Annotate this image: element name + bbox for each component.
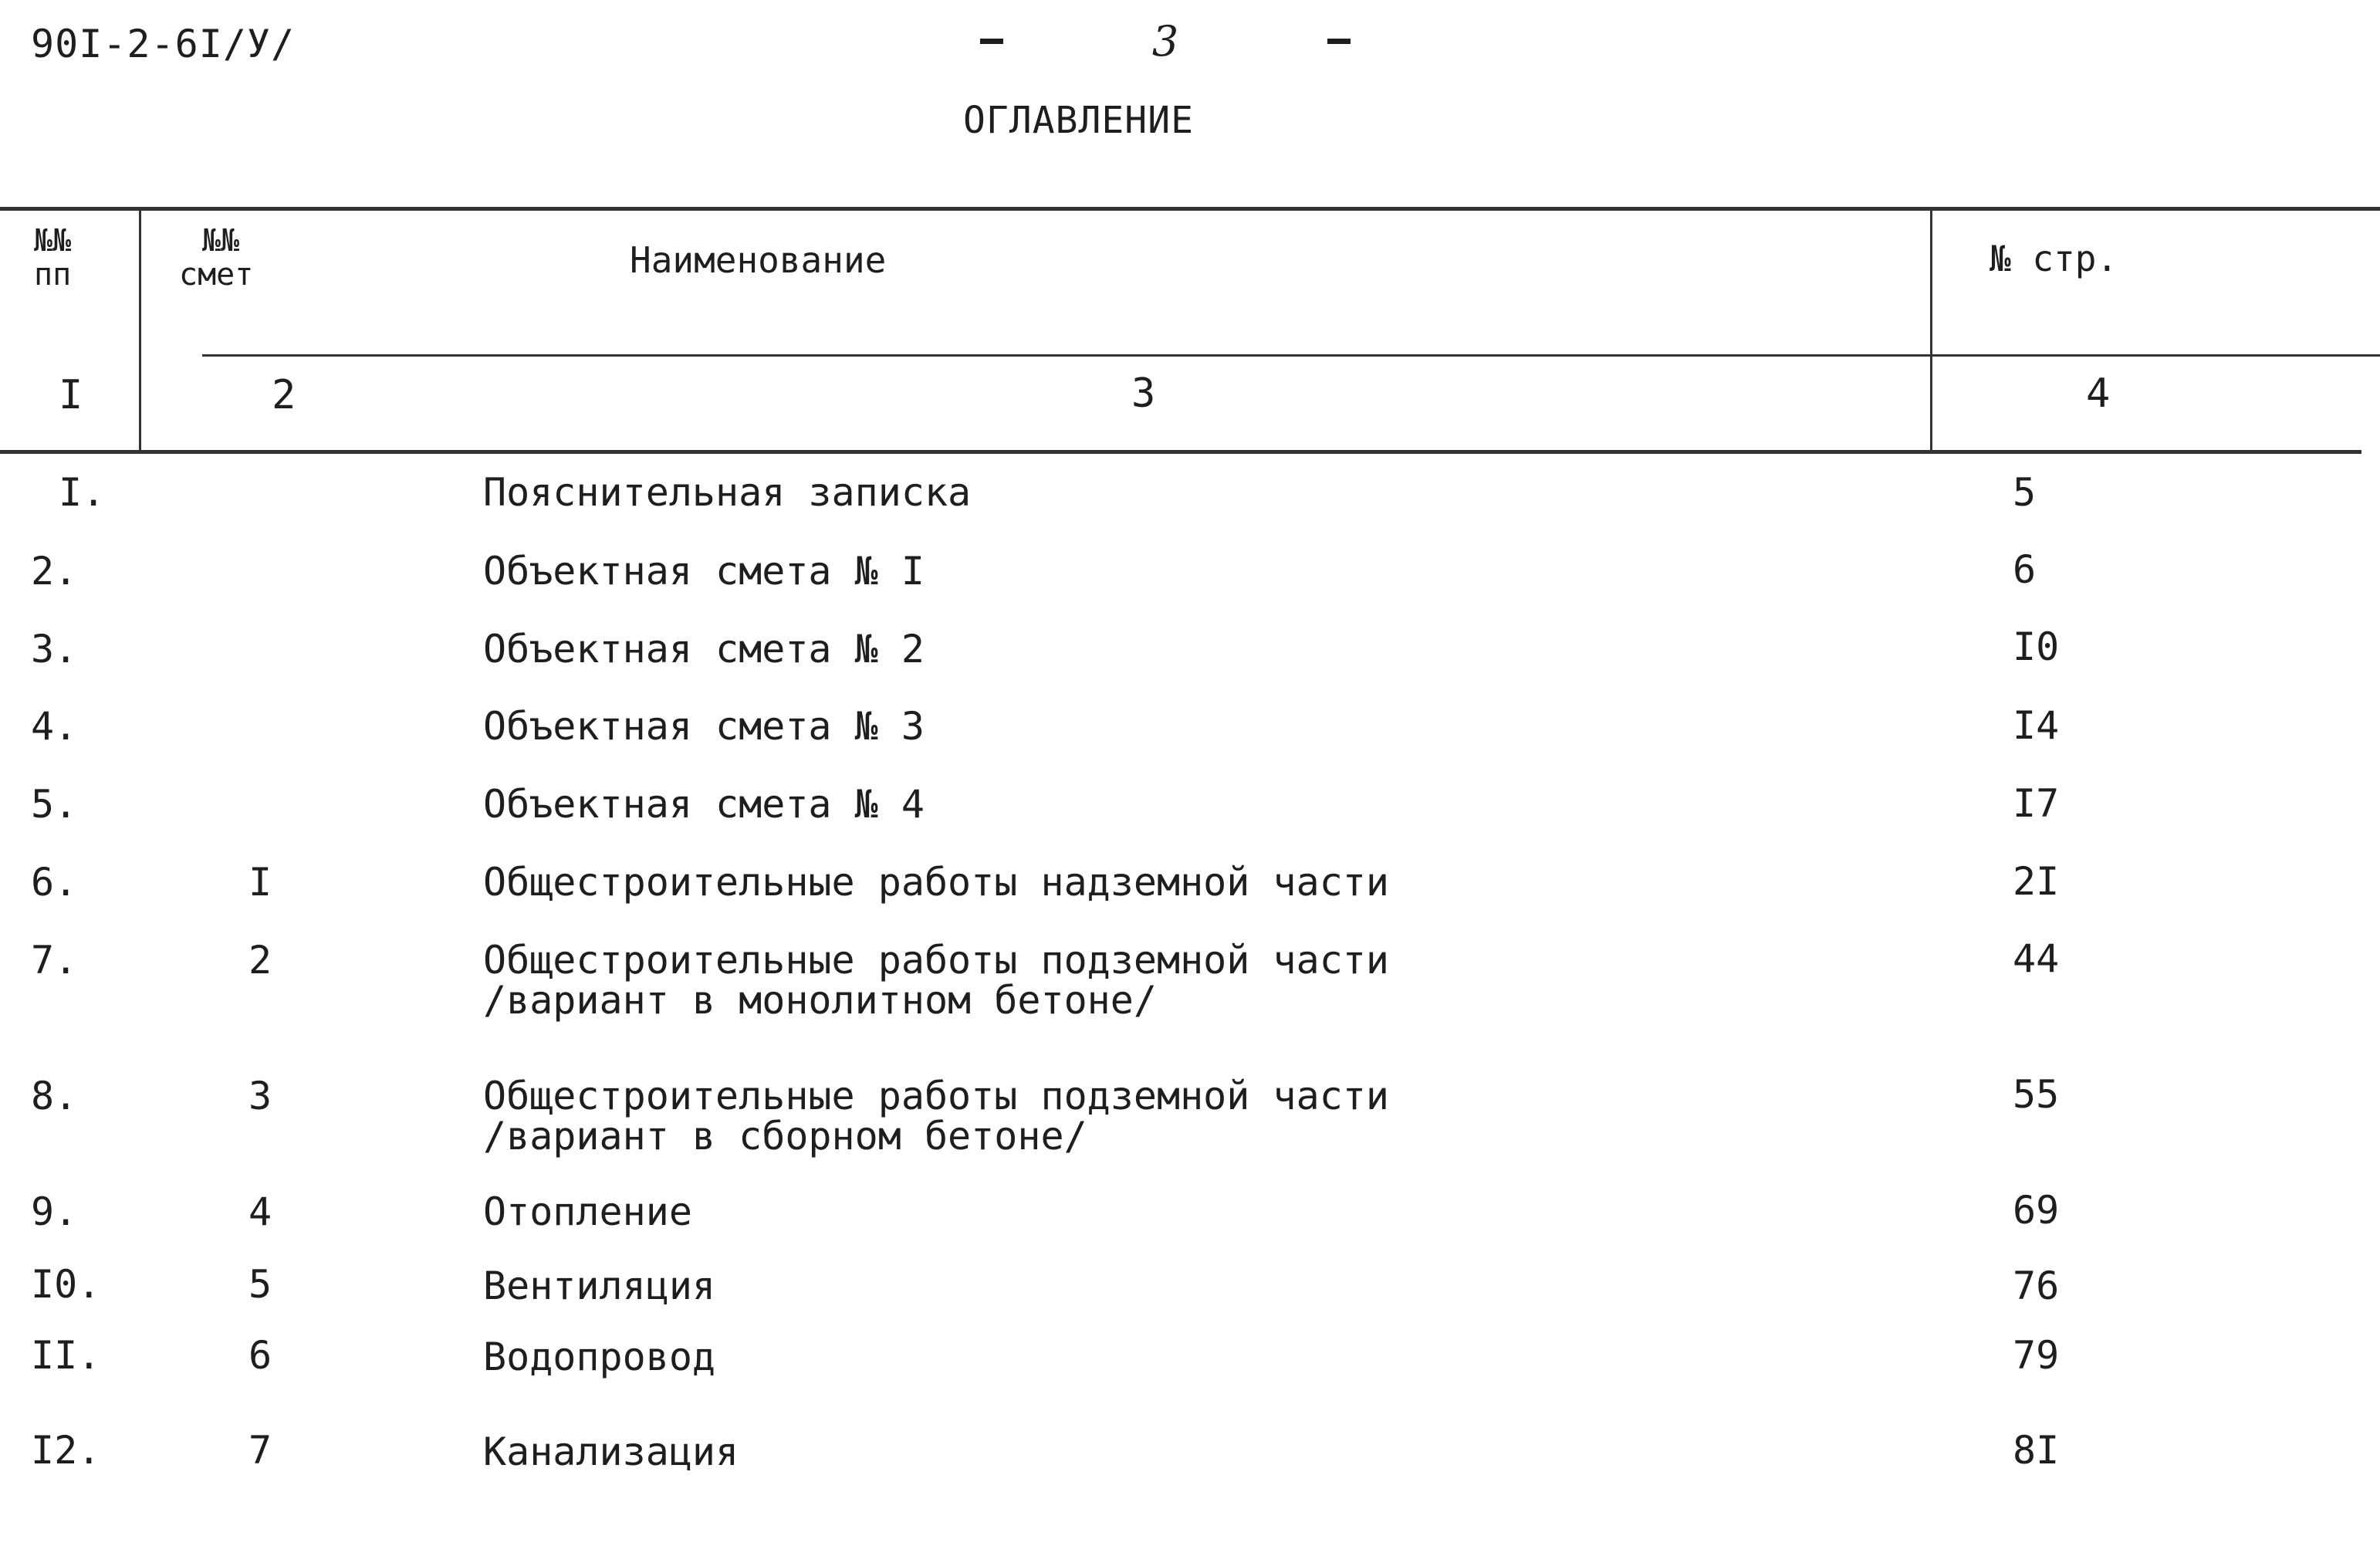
row-6-smeta: I — [248, 860, 272, 905]
dash-right — [1327, 39, 1351, 44]
column-divider-1 — [139, 211, 141, 450]
header-smet-line1: №№ — [202, 223, 240, 259]
row-11-page: 79 — [2013, 1333, 2060, 1378]
row-1-page: 5 — [2013, 470, 2037, 515]
row-7-name-line2: /вариант в монолитном бетоне/ — [483, 978, 1157, 1023]
table-top-rule — [0, 207, 2380, 211]
row-11-name: Водопровод — [483, 1335, 716, 1379]
row-4-name: Объектная смета № 3 — [483, 704, 925, 749]
column-divider-3 — [1930, 211, 1932, 450]
header-pp — [34, 224, 71, 292]
row-3-page: I0 — [2013, 624, 2060, 669]
column-number-1: I — [59, 372, 83, 418]
row-3-pp: 3. — [31, 627, 78, 672]
row-12-pp: I2. — [31, 1428, 101, 1473]
column-number-3: 3 — [1131, 370, 1156, 417]
header-bottom-rule — [0, 450, 2361, 454]
row-8-page: 55 — [2013, 1072, 2060, 1117]
row-8-name-line1: Общестроительные работы подземной части — [483, 1074, 1389, 1118]
row-10-page: 76 — [2013, 1264, 2060, 1308]
row-9-page: 69 — [2013, 1188, 2060, 1233]
row-9-pp: 9. — [31, 1189, 78, 1234]
header-name: Наименование — [630, 239, 887, 281]
page-number — [980, 17, 1351, 66]
row-7-name — [483, 938, 1389, 1023]
row-4-pp: 4. — [31, 704, 78, 749]
row-5-name: Объектная смета № 4 — [483, 782, 925, 827]
column-number-2: 2 — [272, 372, 296, 418]
row-7-pp: 7. — [31, 938, 78, 983]
row-12-page: 8I — [2013, 1428, 2060, 1473]
row-4-page: I4 — [2013, 703, 2060, 748]
row-7-smeta: 2 — [248, 938, 272, 983]
row-11-smeta: 6 — [248, 1333, 272, 1378]
header-pp-line1: №№ — [34, 223, 72, 259]
row-6-pp: 6. — [31, 860, 78, 905]
column-number-4: 4 — [2086, 370, 2111, 417]
row-8-name — [483, 1074, 1389, 1159]
page-number-value: 3 — [1151, 17, 1179, 66]
dash-left — [980, 39, 1003, 44]
row-2-name: Объектная смета № I — [483, 549, 925, 594]
row-2-pp: 2. — [31, 549, 78, 594]
header-page: № стр. — [1990, 238, 2118, 279]
row-11-pp: II. — [31, 1333, 101, 1378]
document-title: ОГЛАВЛЕНИЕ — [963, 99, 1194, 142]
row-6-page: 2I — [2013, 859, 2060, 904]
row-10-pp: I0. — [31, 1262, 101, 1307]
row-8-name-line2: /вариант в сборном бетоне/ — [483, 1114, 1087, 1159]
document-code: 90I-2-6I/У/ — [31, 22, 296, 66]
column-number-rule — [202, 354, 2380, 357]
row-9-name: Отопление — [483, 1189, 692, 1234]
header-smet-line2: смет — [179, 257, 254, 293]
row-10-smeta: 5 — [248, 1262, 272, 1307]
row-10-name: Вентиляция — [483, 1264, 716, 1308]
row-12-smeta: 7 — [248, 1428, 272, 1473]
row-3-name: Объектная смета № 2 — [483, 627, 925, 672]
row-12-name: Канализация — [483, 1429, 739, 1474]
row-5-page: I7 — [2013, 781, 2060, 826]
header-smet — [179, 224, 253, 292]
row-8-smeta: 3 — [248, 1074, 272, 1118]
row-1-name: Пояснительная записка — [483, 470, 972, 515]
row-2-page: 6 — [2013, 547, 2037, 592]
row-6-name: Общестроительные работы надземной части — [483, 860, 1389, 905]
row-1-pp: I. — [59, 470, 106, 515]
row-5-pp: 5. — [31, 782, 78, 827]
row-7-name-line1: Общестроительные работы подземной части — [483, 938, 1389, 983]
row-7-page: 44 — [2013, 936, 2060, 981]
row-8-pp: 8. — [31, 1074, 78, 1118]
header-pp-line2: пп — [34, 257, 72, 293]
row-9-smeta: 4 — [248, 1189, 272, 1234]
